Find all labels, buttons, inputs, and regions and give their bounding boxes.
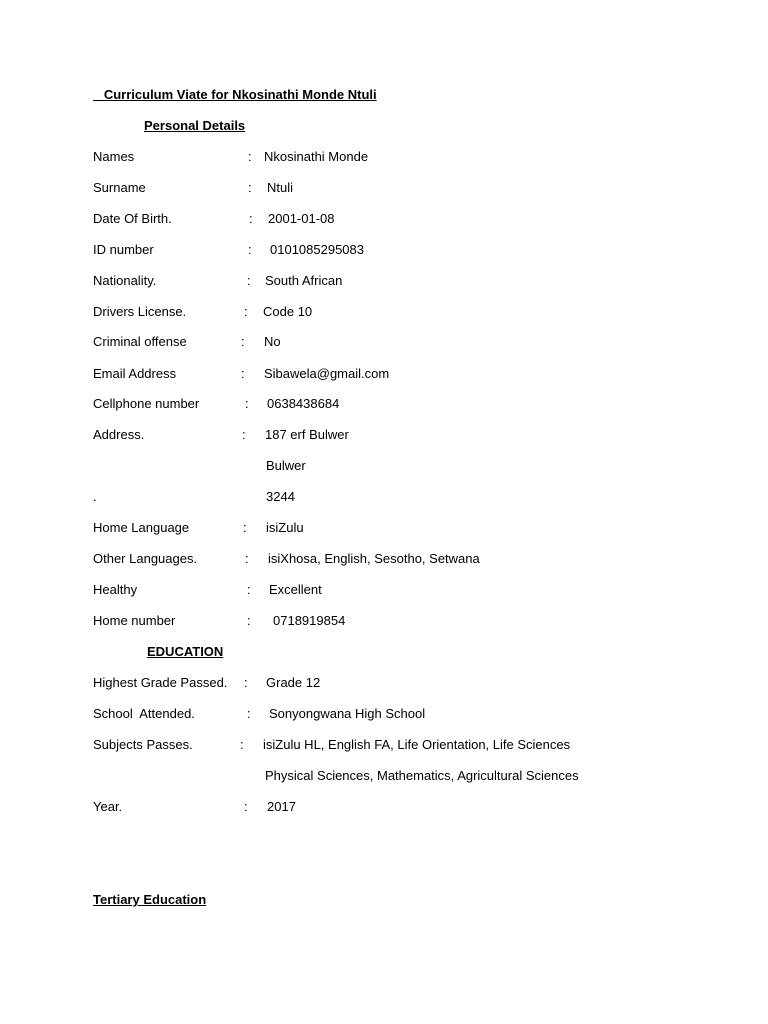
field-colon: : xyxy=(243,520,247,535)
field-value-address-code: 3244 xyxy=(266,489,295,504)
field-label-names: Names xyxy=(93,149,135,164)
field-colon: : xyxy=(249,211,253,226)
field-label-email-address: Email Address xyxy=(93,366,177,381)
field-label-highest-grade: Highest Grade Passed. xyxy=(93,675,228,690)
field-value-subjects-line-2: Physical Sciences, Mathematics, Agricultural Sciences xyxy=(265,768,579,783)
tertiary-education-heading: Tertiary Education xyxy=(93,892,207,907)
field-value-address-line-2: Bulwer xyxy=(266,458,306,473)
field-value-cellphone-number: 0638438684 xyxy=(267,396,340,411)
field-colon: : xyxy=(247,706,251,721)
field-value-home-number: 0718919854 xyxy=(273,613,346,628)
personal-details-heading: Personal Details xyxy=(144,118,246,133)
field-label-date-of-birth: Date Of Birth. xyxy=(93,211,172,226)
field-colon: : xyxy=(247,273,251,288)
field-label-school-attended: School Attended. xyxy=(93,706,195,721)
field-colon: : xyxy=(248,242,252,257)
field-colon: : xyxy=(245,551,249,566)
field-value-surname: Ntuli xyxy=(267,180,294,195)
field-colon: : xyxy=(244,799,248,814)
field-colon: : xyxy=(240,737,244,752)
field-label-subjects-passes: Subjects Passes. xyxy=(93,737,193,752)
field-colon: : xyxy=(241,366,245,381)
field-value-id-number: 0101085295083 xyxy=(270,242,364,257)
field-label-address-dot: . xyxy=(93,489,97,504)
field-label-drivers-license: Drivers License. xyxy=(93,304,187,319)
field-label-surname: Surname xyxy=(93,180,146,195)
field-value-date-of-birth: 2001-01-08 xyxy=(268,211,335,226)
education-heading: EDUCATION xyxy=(147,644,224,659)
field-label-healthy: Healthy xyxy=(93,582,138,597)
field-label-home-language: Home Language xyxy=(93,520,190,535)
field-colon: : xyxy=(247,582,251,597)
field-value-nationality: South African xyxy=(265,273,343,288)
field-value-school-attended: Sonyongwana High School xyxy=(269,706,426,721)
field-value-email-address: Sibawela@gmail.com xyxy=(264,366,390,381)
document-title: Curriculum Viate for Nkosinathi Monde Ntuli xyxy=(93,87,377,102)
field-value-other-languages: isiXhosa, English, Sesotho, Setwana xyxy=(268,551,480,566)
field-value-year: 2017 xyxy=(267,799,296,814)
field-colon: : xyxy=(242,427,246,442)
field-colon: : xyxy=(245,396,249,411)
field-colon: : xyxy=(241,334,245,349)
field-colon: : xyxy=(247,613,251,628)
field-label-cellphone-number: Cellphone number xyxy=(93,396,200,411)
field-value-criminal-offense: No xyxy=(264,334,281,349)
field-colon: : xyxy=(244,304,248,319)
field-value-names: Nkosinathi Monde xyxy=(264,149,369,164)
field-label-home-number: Home number xyxy=(93,613,176,628)
field-value-subjects-line-1: isiZulu HL, English FA, Life Orientation, Life Sciences xyxy=(263,737,571,752)
field-colon: : xyxy=(248,149,252,164)
field-label-nationality: Nationality. xyxy=(93,273,157,288)
field-value-home-language: isiZulu xyxy=(266,520,304,535)
field-value-address-line-1: 187 erf Bulwer xyxy=(265,427,349,442)
field-label-address: Address. xyxy=(93,427,145,442)
field-value-highest-grade: Grade 12 xyxy=(266,675,321,690)
field-label-year: Year. xyxy=(93,799,123,814)
field-label-id-number: ID number xyxy=(93,242,154,257)
field-label-other-languages: Other Languages. xyxy=(93,551,198,566)
field-colon: : xyxy=(248,180,252,195)
field-value-healthy: Excellent xyxy=(269,582,322,597)
field-label-criminal-offense: Criminal offense xyxy=(93,334,187,349)
field-value-drivers-license: Code 10 xyxy=(263,304,313,319)
field-colon: : xyxy=(244,675,248,690)
